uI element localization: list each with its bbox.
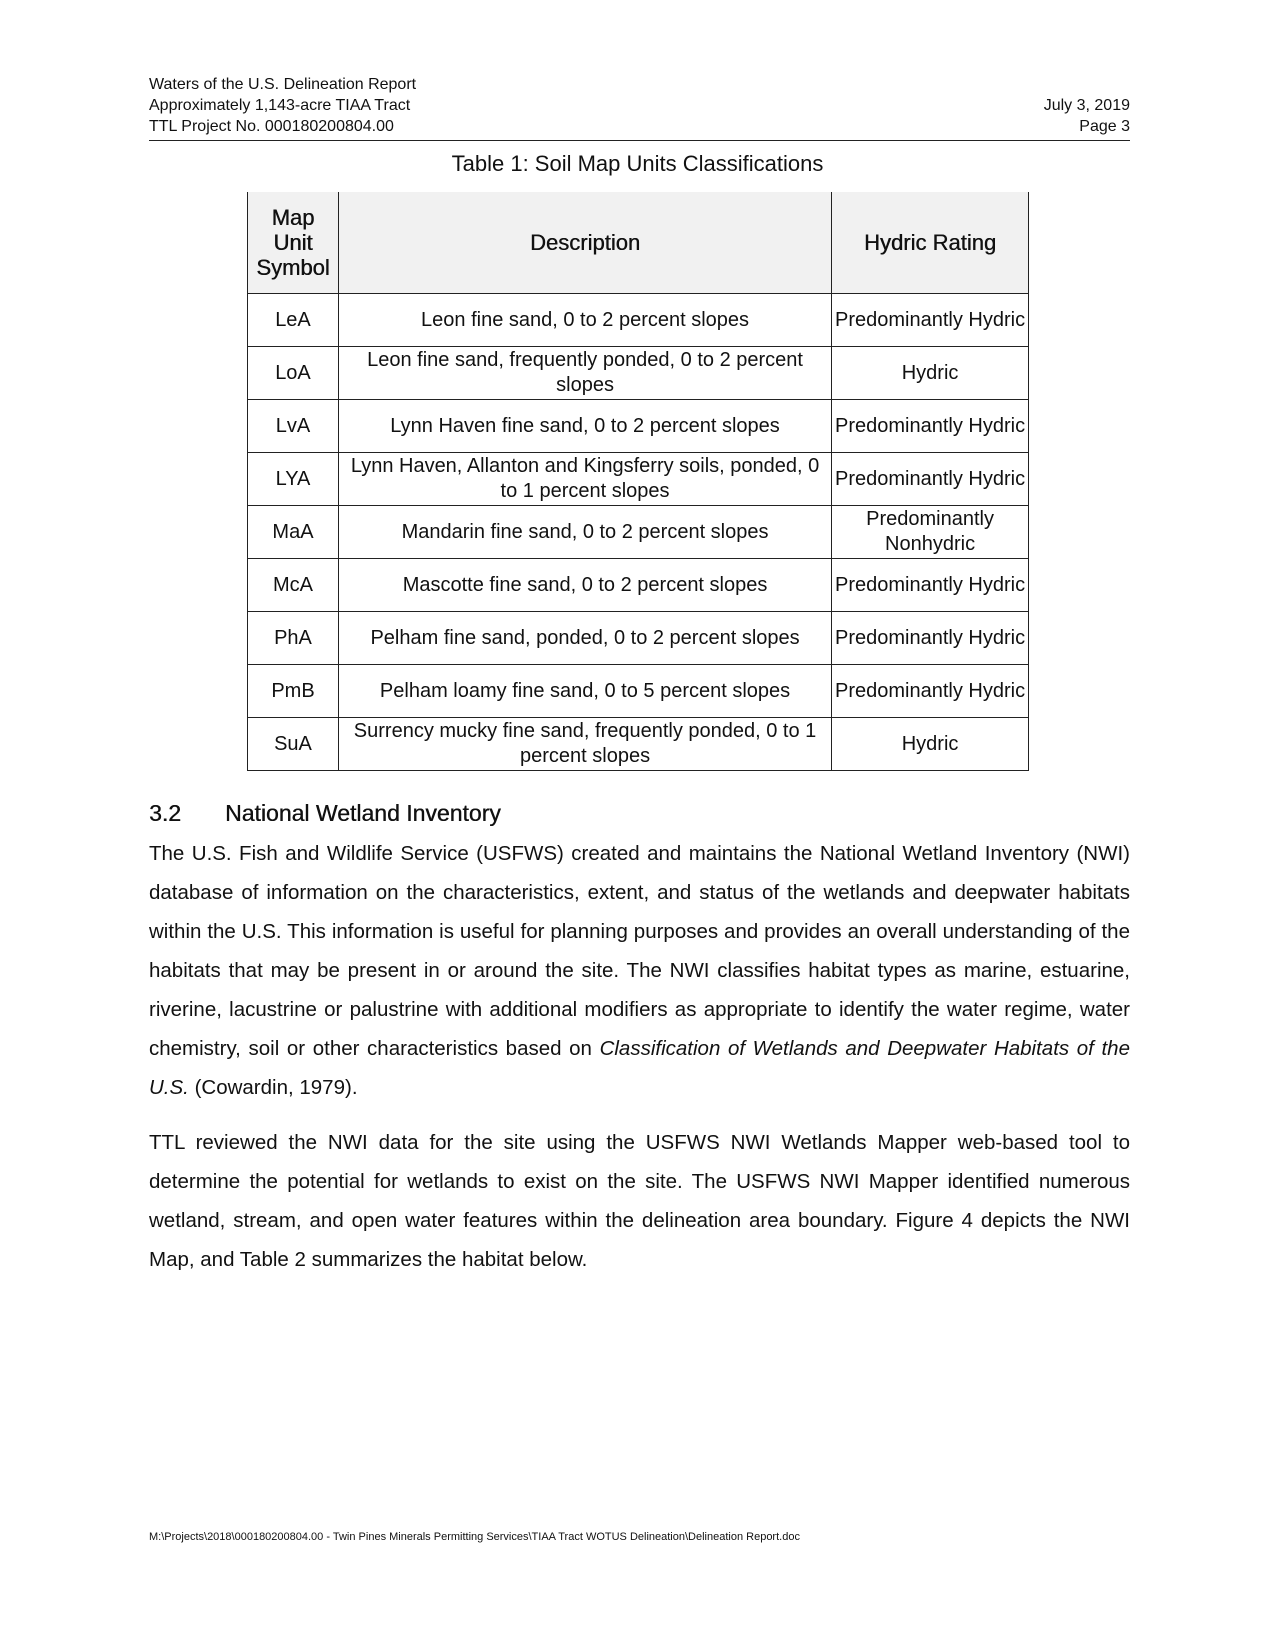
map-unit-symbol: MaA <box>248 506 339 559</box>
header-line-3 <box>149 116 1130 137</box>
hydric-rating: Hydric <box>832 347 1029 400</box>
map-unit-symbol: SuA <box>248 718 339 771</box>
map-unit-symbol: PmB <box>248 665 339 718</box>
table-row <box>248 559 1029 612</box>
project-number: TTL Project No. 000180200804.00 <box>149 118 394 135</box>
table-row <box>248 612 1029 665</box>
header-line-2 <box>149 95 1130 116</box>
table-row <box>248 347 1029 400</box>
soil-description: Mascotte fine sand, 0 to 2 percent slopes <box>338 559 831 612</box>
paragraph-text: The U.S. Fish and Wildlife Service (USFWS) created and maintains the National Wetland Inventory (NWI) database of information on the characteristics, extent, and status of the wetlands and deepwater habitats within the U.S. This information is useful for planning purposes and provides an overall understanding of the habitats that may be present in or around the site. The NWI classifies habitat types as marine, estuarine, riverine, lacustrine or palustrine with additional modifiers as appropriate to identify the water regime, water chemistry, soil or other characteristics based on <box>149 842 1130 1060</box>
table-row <box>248 294 1029 347</box>
header-description: Description <box>338 192 831 294</box>
table-row <box>248 718 1029 771</box>
soil-description: Pelham loamy fine sand, 0 to 5 percent slopes <box>338 665 831 718</box>
file-path-footer: M:\Projects\2018\000180200804.00 - Twin Pines Minerals Permitting Services\TIAA Tract WOTUS Delineation\Delineation Report.doc <box>149 1531 800 1543</box>
hydric-rating: Predominantly Hydric <box>832 665 1029 718</box>
soil-description: Mandarin fine sand, 0 to 2 percent slopes <box>338 506 831 559</box>
soil-description: Pelham fine sand, ponded, 0 to 2 percent slopes <box>338 612 831 665</box>
hydric-rating: Predominantly Nonhydric <box>832 506 1029 559</box>
page-header <box>149 74 1130 141</box>
soil-description: Leon fine sand, 0 to 2 percent slopes <box>338 294 831 347</box>
map-unit-symbol: LeA <box>248 294 339 347</box>
map-unit-symbol: LoA <box>248 347 339 400</box>
nwi-review-paragraph: TTL reviewed the NWI data for the site using the USFWS NWI Wetlands Mapper web-based tool to determine the potential for wetlands to exist on the site. The USFWS NWI Mapper identified numerous wetland, stream, and open water features within the delineation area boundary. Figure 4 depicts the NWI Map, and Table 2 summarizes the habitat below. <box>149 1131 1130 1271</box>
table-row <box>248 400 1029 453</box>
section-number: 3.2 <box>149 800 181 826</box>
table-header-row <box>248 192 1029 294</box>
table-row <box>248 453 1029 506</box>
hydric-rating: Predominantly Hydric <box>832 453 1029 506</box>
map-unit-symbol: LvA <box>248 400 339 453</box>
table-row <box>248 665 1029 718</box>
hydric-rating: Predominantly Hydric <box>832 294 1029 347</box>
map-unit-symbol: McA <box>248 559 339 612</box>
section-heading <box>149 798 501 828</box>
citation-title: Classification of Wetlands and Deepwater Habitats of the U.S. <box>149 1037 1130 1099</box>
hydric-rating: Hydric <box>832 718 1029 771</box>
hydric-rating: Predominantly Hydric <box>832 612 1029 665</box>
soil-map-units-table <box>247 192 1029 771</box>
section-title: National Wetland Inventory <box>225 800 501 826</box>
header-hydric-rating: Hydric Rating <box>832 192 1029 294</box>
soil-description: Surrency mucky fine sand, frequently ponded, 0 to 1 percent slopes <box>338 718 831 771</box>
soil-description: Leon fine sand, frequently ponded, 0 to 2 percent slopes <box>338 347 831 400</box>
nwi-intro-paragraph <box>149 834 1130 1107</box>
report-date: July 3, 2019 <box>1043 97 1130 114</box>
header-map-unit-symbol: Map Unit Symbol <box>248 192 339 294</box>
map-unit-symbol: LYA <box>248 453 339 506</box>
soil-description: Lynn Haven fine sand, 0 to 2 percent slopes <box>338 400 831 453</box>
table-row <box>248 506 1029 559</box>
hydric-rating: Predominantly Hydric <box>832 400 1029 453</box>
soil-description: Lynn Haven, Allanton and Kingsferry soils, ponded, 0 to 1 percent slopes <box>338 453 831 506</box>
hydric-rating: Predominantly Hydric <box>832 559 1029 612</box>
tract-name: Approximately 1,143-acre TIAA Tract <box>149 97 411 114</box>
page-number: Page 3 <box>1079 118 1130 135</box>
citation-tail: (Cowardin, 1979). <box>188 1076 358 1099</box>
report-title: Waters of the U.S. Delineation Report <box>149 76 417 93</box>
table-caption: Table 1: Soil Map Units Classifications <box>451 151 824 176</box>
map-unit-symbol: PhA <box>248 612 339 665</box>
header-line-1 <box>149 74 1130 95</box>
